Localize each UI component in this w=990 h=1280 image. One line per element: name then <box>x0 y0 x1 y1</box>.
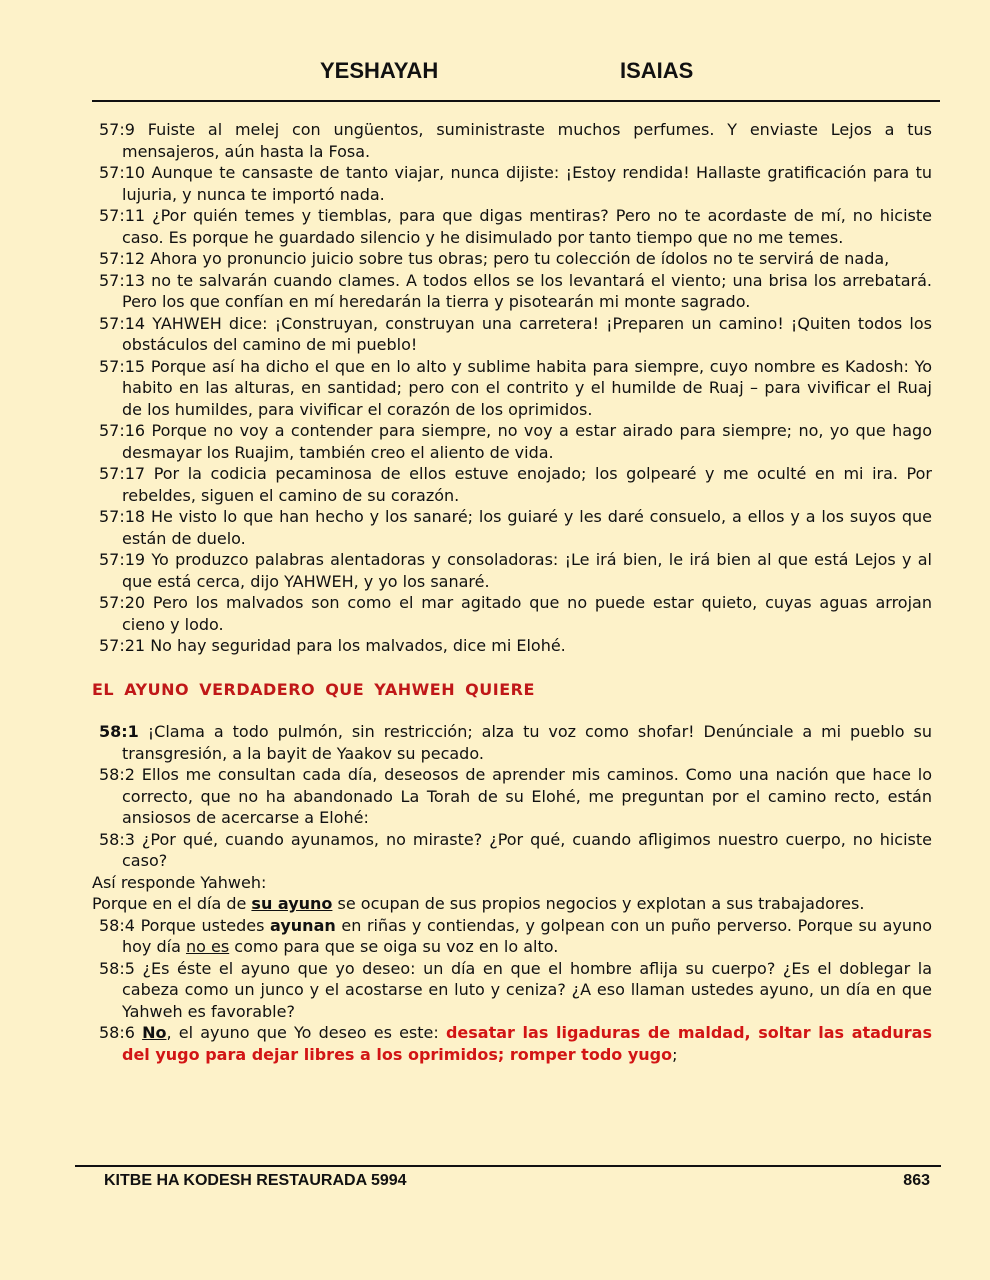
verse <box>92 549 932 592</box>
verse <box>92 119 932 162</box>
verse <box>92 270 932 313</box>
verse-text: Porque no voy a contender para siempre, no voy a estar airado para siempre; no, yo que hago desmayar los Ruajim, también creo el aliento de vida. <box>122 421 932 462</box>
verse-text: Porque ustedes <box>140 915 271 935</box>
main-text <box>92 119 932 1065</box>
verse-ref: 57:9 <box>99 120 135 139</box>
verse <box>92 356 932 421</box>
verse <box>92 721 932 764</box>
verse-ref: 57:16 <box>99 421 146 440</box>
verse <box>92 958 932 1023</box>
verse <box>92 506 932 549</box>
verse <box>92 205 932 248</box>
verse-text: en riñas y contiendas, y golpean con un puño perverso. Porque su ayuno hoy día <box>122 915 932 956</box>
verse <box>92 248 932 270</box>
emphasis-text: No <box>142 1023 167 1042</box>
verse-ref: 57:12 <box>99 249 146 268</box>
verse-text: YAHWEH dice: ¡Construyan, construyan una carretera! ¡Preparen un camino! ¡Quiten todos los obstáculos del camino de mi pueblo! <box>122 313 933 354</box>
verse-text: como para que se oiga su voz en lo alto. <box>229 937 559 956</box>
verse <box>92 915 932 958</box>
verse <box>92 420 932 463</box>
header-divider <box>92 100 940 102</box>
emphasis-text: su ayuno <box>251 894 333 913</box>
verse <box>92 592 932 635</box>
verse-text: no te salvarán cuando clames. A todos ellos se los levantará el viento; una brisa los arrebatará. Pero los que confían en mí heredarán la tierra y pisotearán mi monte sagrado. <box>122 270 932 311</box>
response-line: Así responde Yahweh: <box>92 872 267 892</box>
chapter-57-verses <box>92 119 932 657</box>
verse-text: , el ayuno que Yo deseo es este: <box>166 1023 446 1042</box>
page-number: 863 <box>903 1172 930 1189</box>
verse-text: Yo produzco palabras alentadoras y consoladoras: ¡Le irá bien, le irá bien al que está Lejos y al que está cerca, dijo YAHWEH, y yo los sanaré. <box>122 550 933 591</box>
verse-ref: 57:18 <box>99 507 146 526</box>
verse-text: Porque así ha dicho el que en lo alto y sublime habita para siempre, cuyo nombre es Kadosh: Yo habito en las alturas, en santidad; pero con el contrito y el humilde de Ruaj – para vivificar el Ruaj de los humildes, para vivificar el corazón de los oprimidos. <box>122 356 933 419</box>
verse-text: ¿Por qué, cuando ayunamos, no miraste? ¿Por qué, cuando afligimos nuestro cuerpo, no hiciste caso? <box>122 829 932 870</box>
paragraph-text: Porque en el día de <box>92 894 252 913</box>
paragraph-text: se ocupan de sus propios negocios y explotan a sus trabajadores. <box>332 894 865 913</box>
verse-text: No hay seguridad para los malvados, dice mi Elohé. <box>150 636 566 655</box>
verse <box>92 162 932 205</box>
verse-text: Ahora yo pronuncio juicio sobre tus obras; pero tu colección de ídolos no te servirá de nada, <box>150 249 890 268</box>
verse <box>92 1022 932 1065</box>
verse-ref: 57:11 <box>99 206 146 225</box>
verse <box>92 313 932 356</box>
verse-ref: 57:10 <box>99 163 146 182</box>
highlighted-text: desatar las ligaduras de maldad, soltar las ataduras del yugo para dejar libres a los oprimidos; romper todo yugo <box>122 1023 932 1064</box>
verse <box>92 635 932 657</box>
verse-ref: 57:15 <box>99 356 146 376</box>
footer-divider <box>75 1165 941 1167</box>
verse-ref: 58:3 <box>99 829 135 849</box>
verse-ref: 57:21 <box>99 636 146 655</box>
verse-ref: 57:19 <box>99 550 146 569</box>
underlined-text: no es <box>185 937 230 956</box>
verse-ref: 57:14 <box>99 313 146 333</box>
verse-text: He visto lo que han hecho y los sanaré; los guiaré y les daré consuelo, a ellos y a los suyos que están de duelo. <box>122 507 932 548</box>
verse-ref: 57:13 <box>99 270 146 290</box>
paragraph <box>92 893 932 915</box>
header-title-spanish: ISAIAS <box>620 58 694 83</box>
verse-text: Fuiste al melej con ungüentos, suministraste muchos perfumes. Y enviaste Lejos a tus mensajeros, aún hasta la Fosa. <box>122 120 932 161</box>
header-title-hebrew: YESHAYAH <box>320 58 439 83</box>
verse-text: ; <box>672 1044 678 1064</box>
verse-ref: 58:1 <box>99 722 139 741</box>
verse-text: ¡Clama a todo pulmón, sin restricción; alza tu voz como shofar! Denúnciale a mi pueblo su transgresión, a la bayit de Yaakov su pecado. <box>122 722 932 763</box>
verse-text: ¿Por quién temes y tiemblas, para que digas mentiras? Pero no te acordaste de mí, no hiciste caso. Es porque he guardado silencio y he disimulado por tanto tiempo que no me temes. <box>122 206 932 247</box>
verse-text: Ellos me consultan cada día, deseosos de aprender mis caminos. Como una nación que hace lo correcto, que no ha abandonado La Torah de su Elohé, me preguntan por el camino recto, están ansiosos de acercarse a Elohé: <box>122 765 933 827</box>
verse-ref: 58:2 <box>99 765 135 784</box>
verse <box>92 829 932 872</box>
footer-book-title: KITBE HA KODESH RESTAURADA 5994 <box>104 1172 407 1189</box>
verse <box>92 463 932 506</box>
verse-text: Pero los malvados son como el mar agitado que no puede estar quieto, cuyas aguas arrojan cieno y lodo. <box>122 593 932 634</box>
verse-text: Aunque te cansaste de tanto viajar, nunca dijiste: ¡Estoy rendida! Hallaste gratificación para tu lujuria, y nunca te importó nada. <box>122 163 932 204</box>
page-header <box>92 58 940 92</box>
bold-text: ayunan <box>270 915 336 935</box>
verse-ref: 57:17 <box>99 464 146 483</box>
verse-text: Por la codicia pecaminosa de ellos estuve enojado; los golpearé y me oculté en mi ira. Por rebeldes, siguen el camino de su corazón. <box>122 464 932 505</box>
verse-text: ¿Es éste el ayuno que yo deseo: un día en que el hombre aflija su cuerpo? ¿Es el doblegar la cabeza como un junco y el acostarse en luto y ceniza? ¿A eso llaman ustedes ayuno, un día en que Yahweh es favorable? <box>122 958 933 1021</box>
verse-ref: 58:5 <box>99 958 135 978</box>
section-heading: EL AYUNO VERDADERO QUE YAHWEH QUIERE <box>92 679 535 699</box>
verse-ref: 58:6 <box>99 1023 135 1042</box>
verse <box>92 764 932 829</box>
verse-ref: 57:20 <box>99 593 146 612</box>
verse-ref: 58:4 <box>99 915 135 935</box>
